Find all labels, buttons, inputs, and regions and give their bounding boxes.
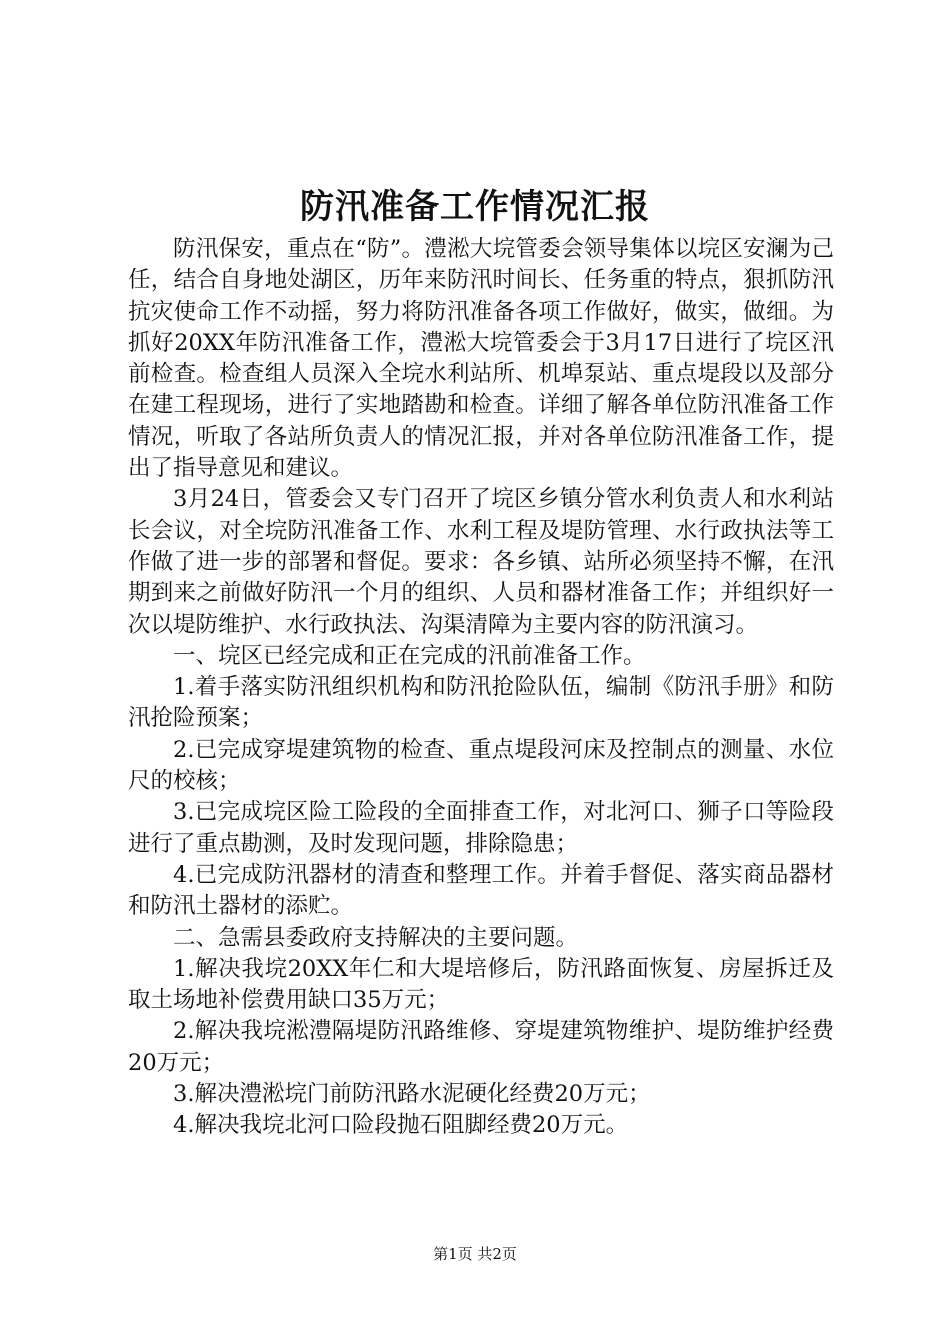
list-item: 1.着手落实防汛组织机构和防汛抢险队伍，编制《防汛手册》和防汛抢险预案； [128, 674, 834, 732]
section-heading-2: 二、急需县委政府支持解决的主要问题。 [173, 924, 579, 951]
page-number-footer: 第1页 共2页 [433, 1245, 517, 1263]
list-item: 2.已完成穿堤建筑物的检查、重点堤段河床及控制点的测量、水位尺的校核； [128, 736, 834, 795]
list-item: 4.已完成防汛器材的清查和整理工作。并着手督促、落实商品器材和防汛土器材的添贮。 [128, 861, 834, 920]
list-item: 3.已完成垸区险工险段的全面排查工作，对北河口、狮子口等险段进行了重点勘测，及时发现问题，排除隐患； [128, 799, 834, 857]
paragraph-meeting: 3月24日，管委会又专门召开了垸区乡镇分管水利负责人和水利站长会议，对全垸防汛准备工作、水利工程及堤防管理、水行政执法等工作做了进一步的部署和督促。要求：各乡镇、站所必须坚持不懈，在汛期到来之前做好防汛一个月的组织、人员和器材准备工作；并组织好一次以堤防维护、水行政执法、沟渠清障为主要内容的防汛演习。 [128, 486, 834, 638]
document-title: 防汛准备工作情况汇报 [300, 187, 650, 227]
list-item: 4.解决我垸北河口险段抛石阻脚经费20万元。 [173, 1112, 629, 1139]
list-item: 1.解决我垸20XX年仁和大堤培修后，防汛路面恢复、房屋拆迁及取土场地补偿费用缺口35万元； [128, 955, 834, 1014]
paragraph-intro: 防汛保安，重点在“防”。澧淞大垸管委会领导集体以垸区安澜为己任，结合自身地处湖区，历年来防汛时间长、任务重的特点，狠抓防汛抗灾使命工作不动摇，努力将防汛准备各项工作做好，做实，做细。为抓好20XX年防汛准备工作，澧淞大垸管委会于3月17日进行了垸区汛前检查。检查组人员深入全垸水利站所、机埠泵站、重点堤段以及部分在建工程现场，进行了实地踏勘和检查。详细了解各单位防汛准备工作情况，听取了各站所负责人的情况汇报，并对各单位防汛准备工作，提出了指导意见和建议。 [128, 236, 834, 482]
list-item: 3.解决澧淞垸门前防汛路水泥硬化经费20万元； [173, 1081, 651, 1108]
section-heading-1: 一、垸区已经完成和正在完成的汛前准备工作。 [173, 642, 646, 669]
list-item: 2.解决我垸淞澧隔堤防汛路维修、穿堤建筑物维护、堤防维护经费20万元； [128, 1018, 834, 1076]
document-body [128, 234, 834, 1142]
